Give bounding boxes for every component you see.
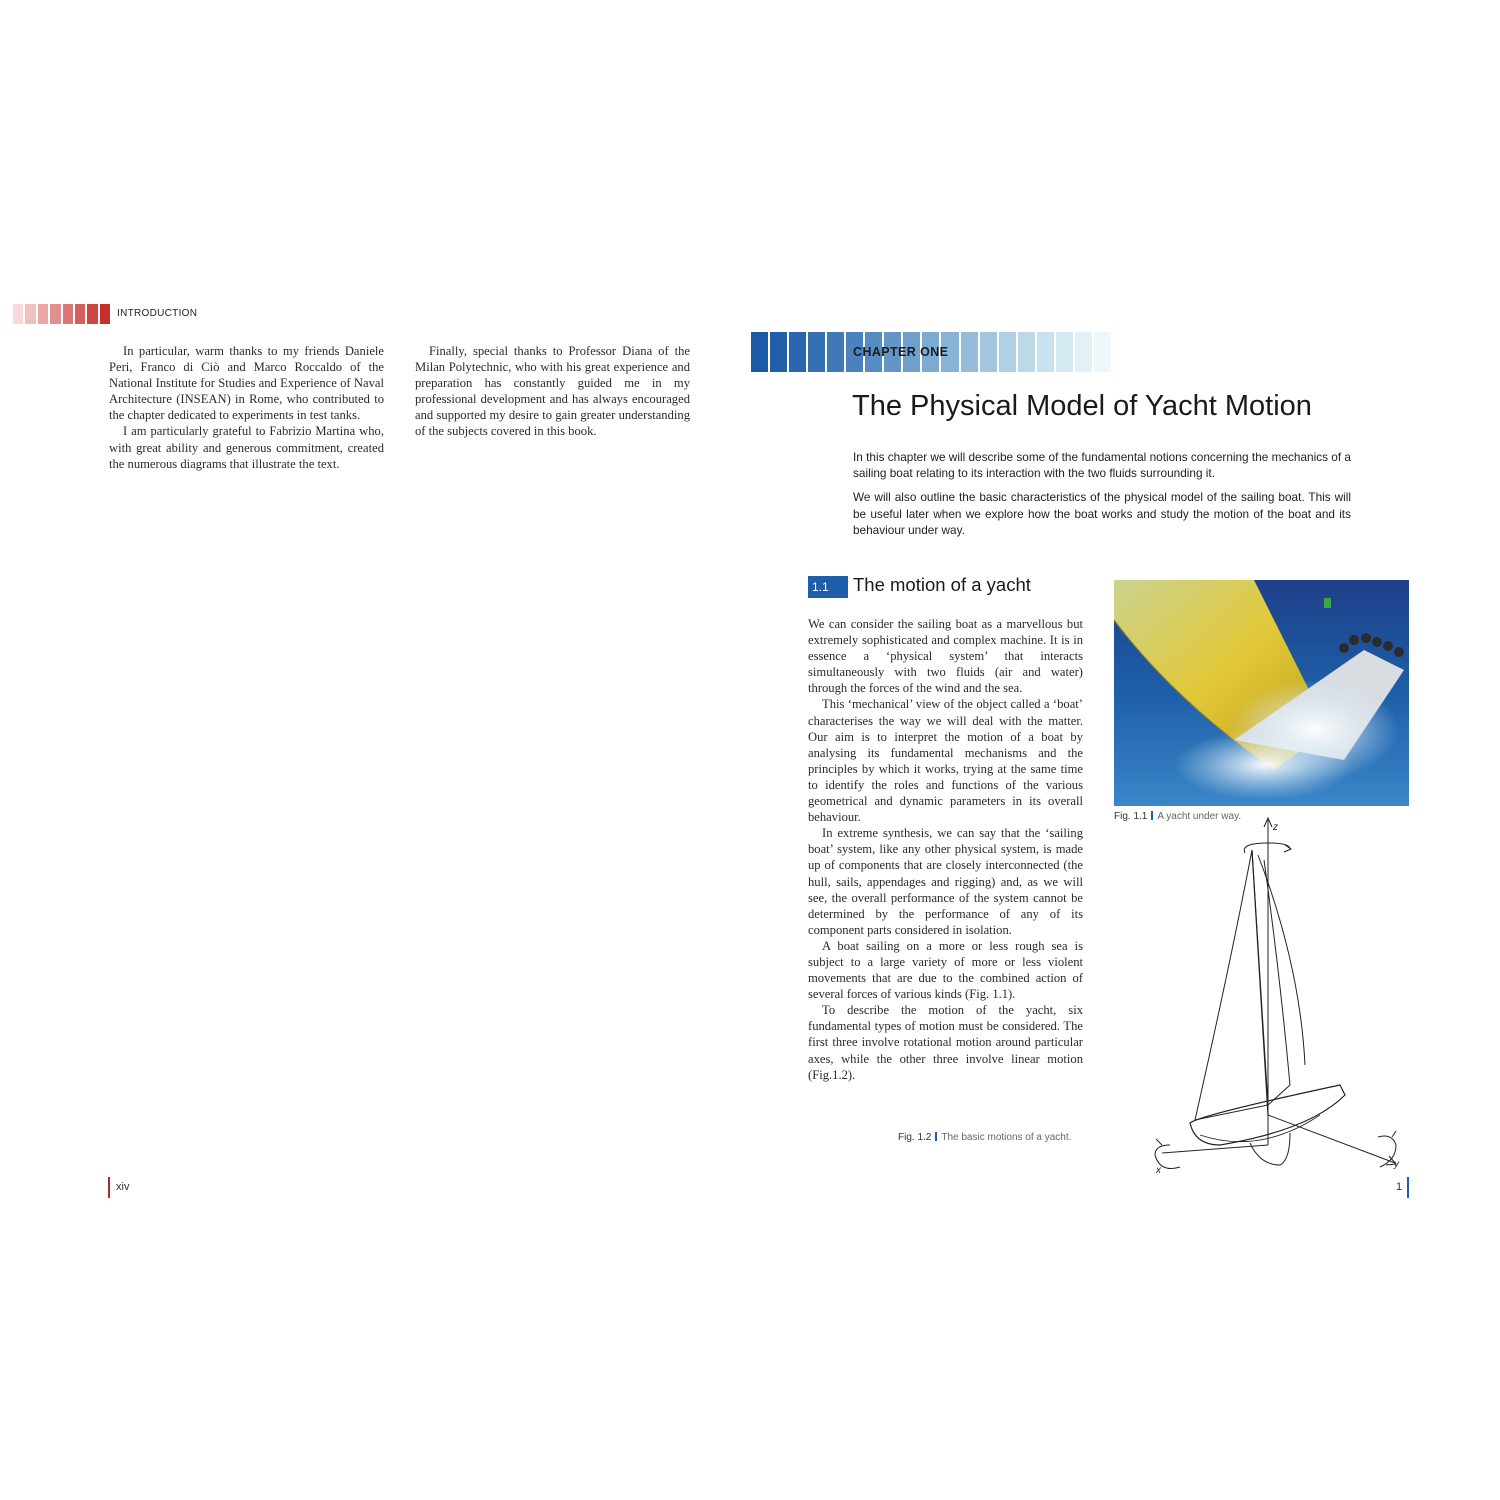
strip-segment — [789, 332, 806, 372]
chapter-intro — [853, 449, 1351, 546]
paragraph: I am particularly grateful to Fabrizio Martina who, with great ability and generous commitment, created the numerous diagrams that illustrate the text. — [109, 424, 384, 471]
section-number: 1.1 — [812, 580, 829, 594]
caption-text: A yacht under way. — [1157, 811, 1242, 822]
strip-segment — [63, 304, 73, 324]
section-title: The motion of a yacht — [853, 574, 1031, 595]
strip-segment — [25, 304, 35, 324]
z-axis-label: z — [1273, 822, 1278, 833]
intro-paragraph: In this chapter we will describe some of the fundamental notions concerning the mechanics of a sailing boat relating to its interaction with the two fluids surrounding it. — [853, 450, 1351, 481]
chapter-label: CHAPTER ONE — [853, 345, 949, 359]
strip-segment — [827, 332, 844, 372]
paragraph: A boat sailing on a more or less rough sea is subject to a large variety of more or less violent movements that are due to the combined action of several forces of various kinds (Fig. 1.1). — [808, 938, 1083, 1002]
strip-segment — [100, 304, 110, 324]
figure-caption — [898, 1132, 1071, 1143]
strip-segment — [751, 332, 768, 372]
strip-segment — [13, 304, 23, 324]
y-axis-label: y — [1394, 1159, 1399, 1170]
body-text-column — [808, 616, 1083, 1083]
strip-segment — [38, 304, 48, 324]
left-text-column-2 — [415, 343, 690, 440]
strip-segment — [770, 332, 787, 372]
strip-segment — [961, 332, 978, 372]
x-axis — [1162, 1145, 1268, 1153]
strip-segment — [980, 332, 997, 372]
figure-number: Fig. 1.2 — [898, 1132, 932, 1143]
strip-segment — [1018, 332, 1035, 372]
strip-segment — [999, 332, 1016, 372]
paragraph: In particular, warm thanks to my friends Daniele Peri, Franco di Ciò and Marco Roccaldo of the National Institute for Studies and Experience of Naval Architecture (INSEAN) in Rome, who contributed to the chapter dedicated to experiments in test tanks. — [109, 344, 384, 423]
strip-segment — [1037, 332, 1054, 372]
caption-separator — [935, 1132, 937, 1141]
strip-segment — [1075, 332, 1092, 372]
yacht-photo — [1114, 580, 1409, 806]
folio-rule — [1407, 1177, 1409, 1198]
running-head-color-strip — [13, 304, 110, 324]
strip-segment — [87, 304, 97, 324]
strip-segment — [1056, 332, 1073, 372]
paragraph: We can consider the sailing boat as a marvellous but extremely sophisticated and complex machine. It is in essence a ‘physical system’ that interacts simultaneously with two fluids (air and water) through the forces of the wind and the sea. — [808, 617, 1083, 696]
strip-segment — [1094, 332, 1111, 372]
page-number: xiv — [116, 1181, 130, 1193]
strip-segment — [50, 304, 60, 324]
running-head: INTRODUCTION — [117, 308, 198, 319]
intro-paragraph: We will also outline the basic characteristics of the physical model of the sailing boat. This will be useful later when we explore how the boat works and study the motion of the boat and its behaviour under way. — [853, 490, 1351, 537]
figure-number: Fig. 1.1 — [1114, 811, 1148, 822]
paragraph: To describe the motion of the yacht, six fundamental types of motion must be considered. The first three involve rotational motion around particular axes, while the other three involve linear motion (Fig.1.2). — [808, 1003, 1083, 1082]
caption-text: The basic motions of a yacht. — [941, 1132, 1072, 1143]
paragraph: Finally, special thanks to Professor Diana of the Milan Polytechnic, who with his great experience and preparation has constantly guided me in my professional development and has always encouraged and supported my desire to gain greater understanding of the subjects covered in this book. — [415, 344, 690, 439]
strip-segment — [75, 304, 85, 324]
yaw-arrow — [1244, 843, 1290, 853]
left-text-column-1 — [109, 343, 384, 472]
strip-segment — [808, 332, 825, 372]
paragraph: This ‘mechanical’ view of the object called a ‘boat’ characterises the way we will deal with the matter. Our aim is to interpret the motion of a boat by analysing its fundamental mechanisms and the principles by which it works, trying at the same time to identify the roles and functions of the various geometrical and dynamic parameters in its overall behaviour. — [808, 697, 1083, 825]
paragraph: In extreme synthesis, we can say that the ‘sailing boat’ system, like any other physical system, is made up of components that are closely interconnected (the hull, sails, appendages and rigging) and, as we will see, the overall performance of the system cannot be determined by the performance of any of its component parts considered in isolation. — [808, 826, 1083, 937]
yacht-motion-diagram — [1140, 815, 1420, 1185]
chapter-title: The Physical Model of Yacht Motion — [852, 390, 1312, 422]
page-number: 1 — [1396, 1181, 1403, 1193]
folio-rule — [108, 1177, 110, 1198]
x-axis-label: x — [1156, 1165, 1161, 1176]
